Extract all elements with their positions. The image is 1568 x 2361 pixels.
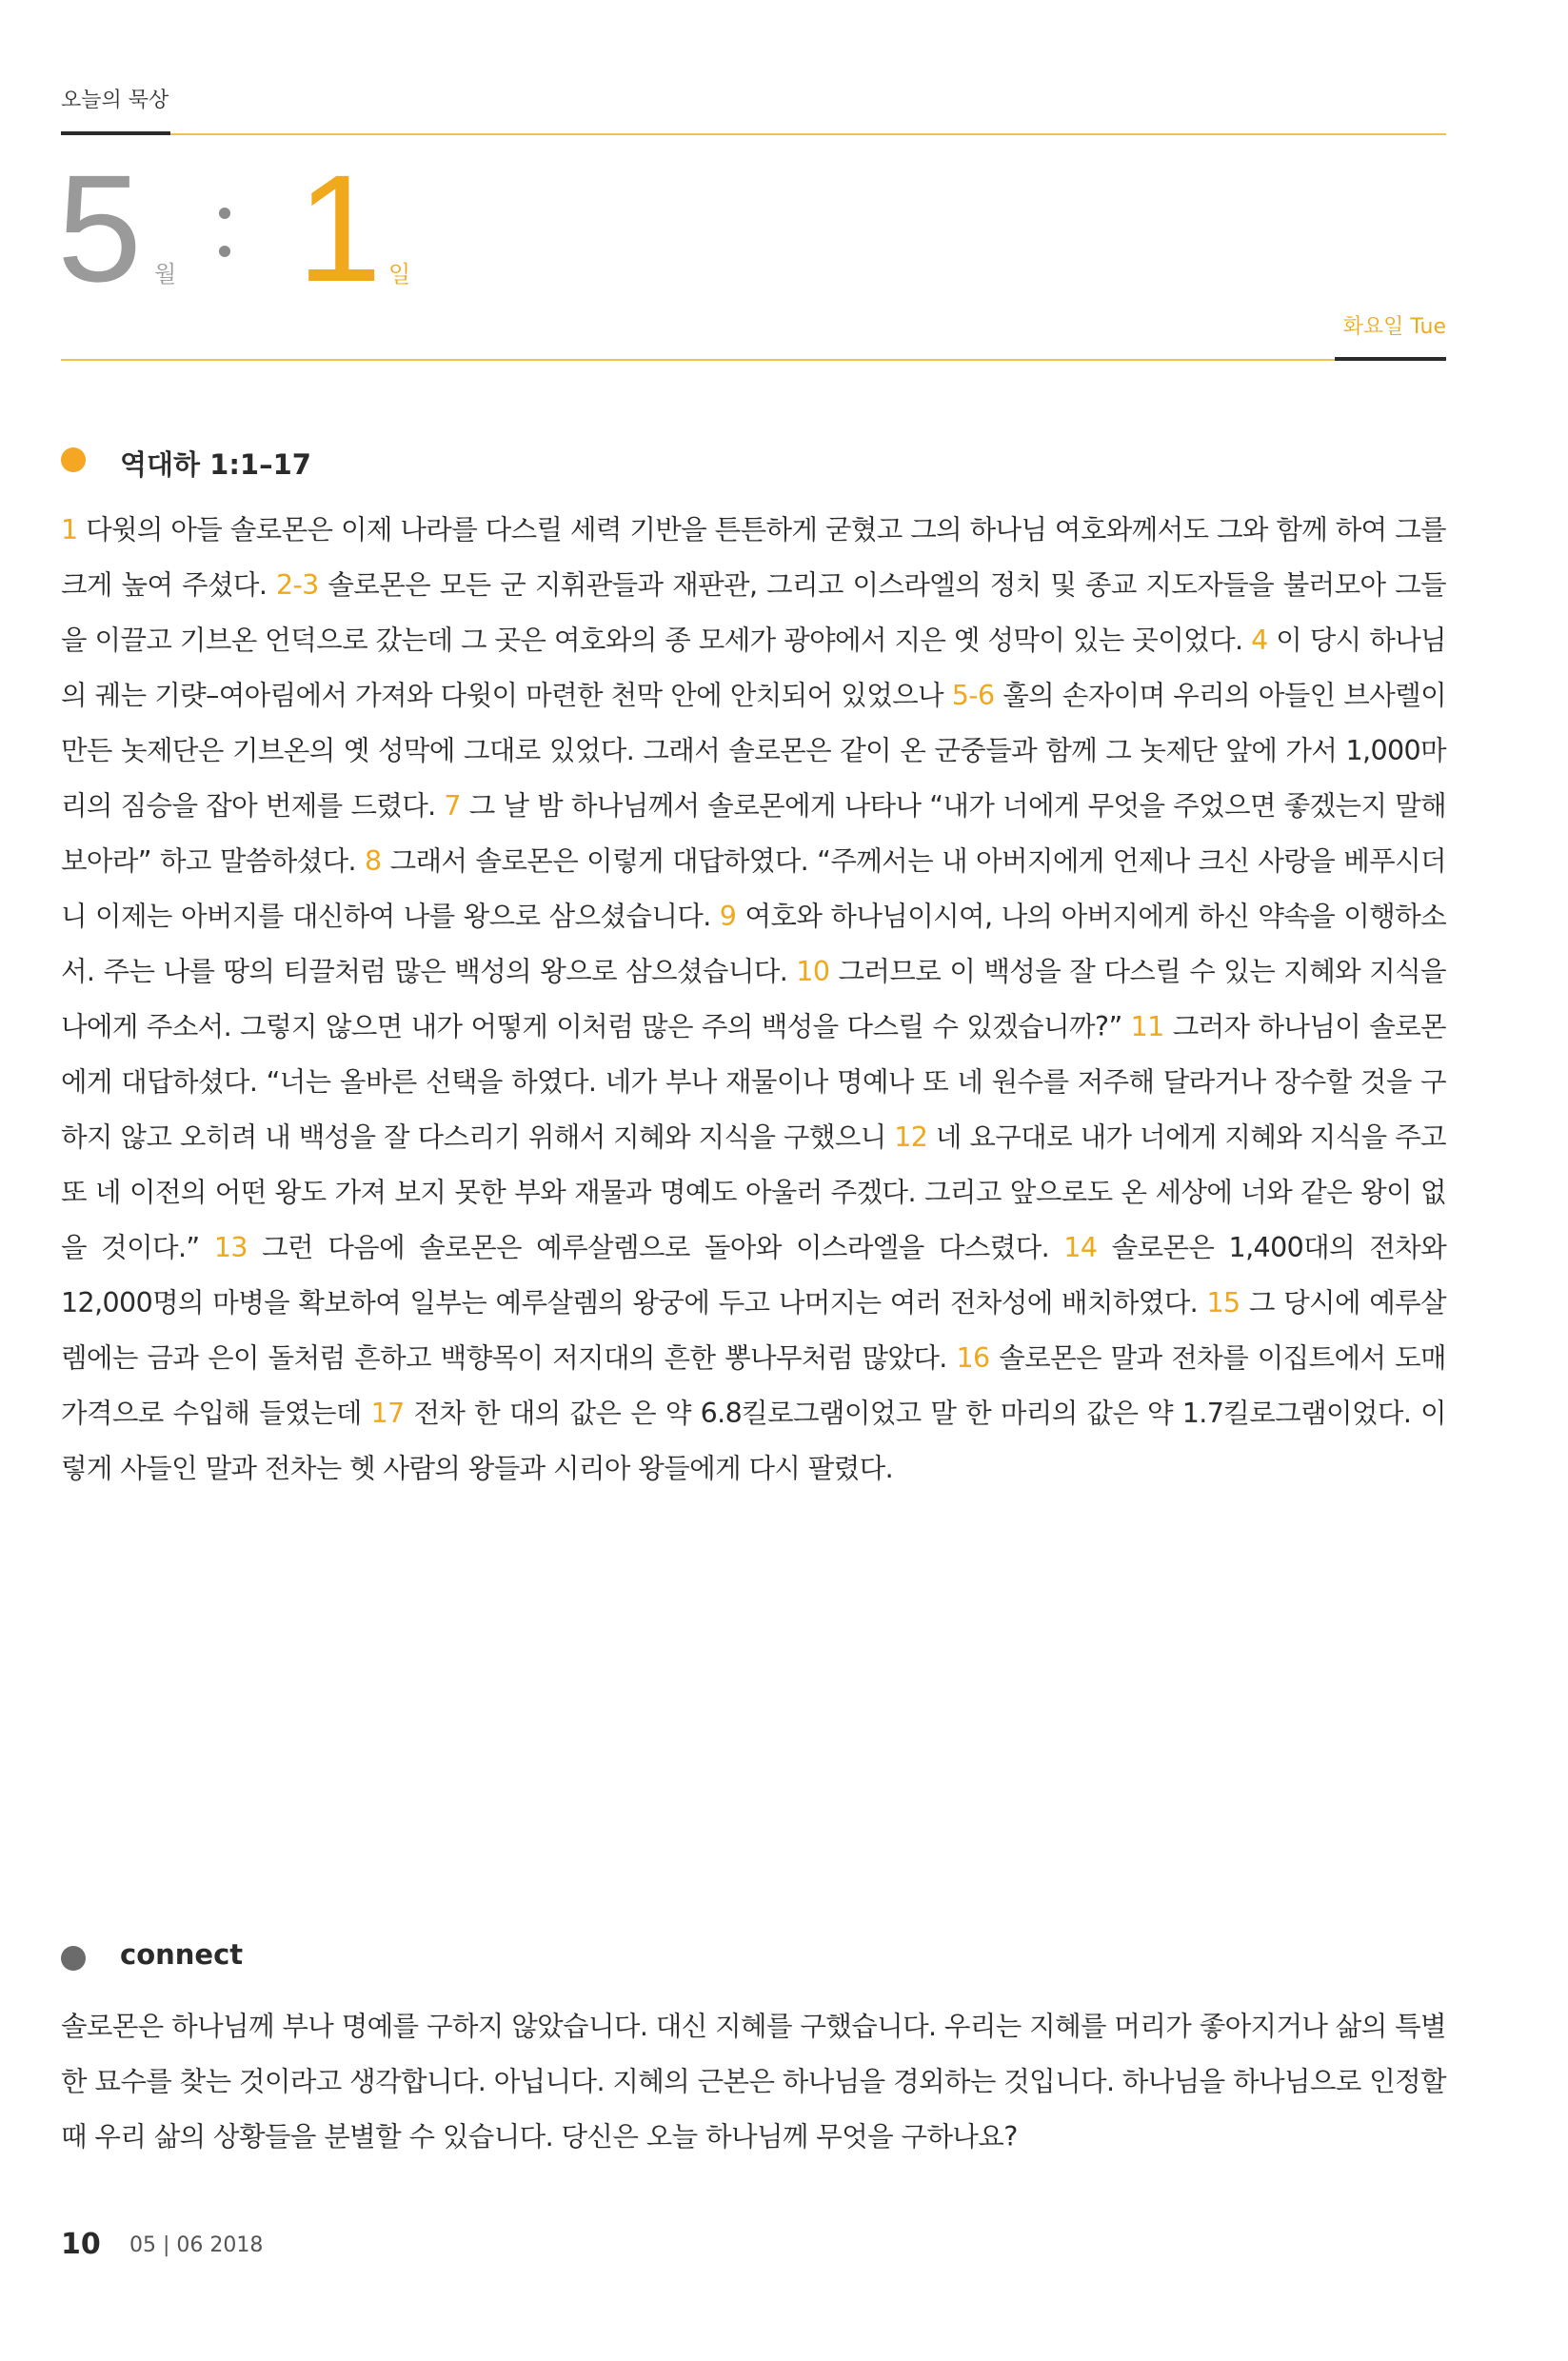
header-rule xyxy=(170,133,1446,135)
verse-number: 4 xyxy=(1251,625,1268,656)
scripture-bullet-icon xyxy=(61,447,86,472)
date-rule xyxy=(61,359,1446,361)
scripture-passage xyxy=(61,503,1446,1497)
date-month-unit: 월 xyxy=(154,261,177,288)
connect-heading: connect xyxy=(120,1938,244,1971)
page-number: 10 xyxy=(61,2228,101,2261)
verse-number: 9 xyxy=(719,901,737,932)
verse-text: 그런 다음에 솔로몬은 예루살렘으로 돌아와 이스라엘을 다스렸다. xyxy=(262,1232,1050,1263)
verse-text: 이 당시 하나님의 궤는 기럇–여아림에서 가져와 다윗이 마련한 천막 안에 안치되어 있었으나 xyxy=(61,625,1446,711)
verse-text: 솔로몬은 모든 군 지휘관들과 재판관, 그리고 이스라엘의 정치 및 종교 지도자들을 불러모아 그들을 이끌고 기브온 언덕으로 갔는데 그 곳은 여호와의 종 모세가 광야에서 지은 옛 성막이 있는 곳이었다. xyxy=(61,569,1446,656)
verse-number: 17 xyxy=(370,1398,405,1429)
verse-number: 14 xyxy=(1063,1232,1098,1263)
verse-text: 다윗의 아들 솔로몬은 이제 나라를 다스릴 세력 기반을 튼튼하게 굳혔고 그의 하나님 여호와께서도 그와 함께 하여 그를 크게 높여 주셨다. xyxy=(61,514,1446,601)
verse-text: 그 날 밤 하나님께서 솔로몬에게 나타나 “내가 너에게 무엇을 주었으면 좋겠는지 말해 보아라” 하고 말씀하셨다. xyxy=(61,790,1447,877)
verse-text: 그러자 하나님이 솔로몬에게 대답하셨다. “너는 올바른 선택을 하였다. 네가 부나 재물이나 명예나 또 네 원수를 저주해 달라거나 장수할 것을 구하지 않고 오히려 내 백성을 잘 다스리기 위해서 지혜와 지식을 구했으니 xyxy=(61,1011,1446,1153)
verse-number: 11 xyxy=(1130,1011,1164,1042)
verse-number: 1 xyxy=(61,514,78,546)
verse-text: 그러므로 이 백성을 잘 다스릴 수 있는 지혜와 지식을 나에게 주소서. 그렇지 않으면 내가 어떻게 이처럼 많은 주의 백성을 다스릴 수 있겠습니까?” xyxy=(61,956,1446,1042)
date-colon xyxy=(219,208,230,284)
verse-text: 솔로몬은 1,400대의 전차와 12,000명의 마병을 확보하여 일부는 예루살렘의 왕궁에 두고 나머지는 여러 전차성에 배치하였다. xyxy=(61,1232,1447,1319)
header-rule-accent xyxy=(61,131,170,135)
issue-date: 05 | 06 2018 xyxy=(129,2233,264,2257)
verse-text: 그 당시에 예루살렘에는 금과 은이 돌처럼 흔하고 백향목이 저지대의 흔한 뽕나무처럼 많았다. xyxy=(61,1287,1446,1374)
verse-number: 10 xyxy=(796,956,830,987)
verse-number: 13 xyxy=(213,1232,248,1263)
connect-text: 솔로몬은 하나님께 부나 명예를 구하지 않았습니다. 대신 지혜를 구했습니다. 우리는 지혜를 머리가 좋아지거나 삶의 특별한 묘수를 찾는 것이라고 생각합니다. 아닙니다. 지혜의 근본은 하나님을 경외하는 것입니다. 하나님을 하나님으로 인정할 때 우리 삶의 상황들을 분별할 수 있습니다. 당신은 오늘 하나님께 무엇을 구하나요? xyxy=(61,2011,1446,2153)
scripture-reference: 역대하 1:1–17 xyxy=(120,448,311,481)
date-rule-accent xyxy=(1335,357,1446,361)
verse-text: 네 요구대로 내가 너에게 지혜와 지식을 주고 또 네 이전의 어떤 왕도 가져 보지 못한 부와 재물과 명예도 아울러 주겠다. 그리고 앞으로도 온 세상에 너와 같은 왕이 없을 것이다.” xyxy=(61,1121,1446,1263)
verse-text: 훌의 손자이며 우리의 아들인 브사렐이 만든 놋제단은 기브온의 옛 성막에 그대로 있었다. 그래서 솔로몬은 같이 온 군중들과 함께 그 놋제단 앞에 가서 1,000마리의 짐승을 잡아 번제를 드렸다. xyxy=(61,680,1446,822)
verse-number: 7 xyxy=(444,790,461,822)
verse-number: 15 xyxy=(1206,1287,1241,1319)
verse-number: 2-3 xyxy=(275,569,319,601)
date-month: 5 xyxy=(57,143,142,313)
verse-text: 여호와 하나님이시여, 나의 아버지에게 하신 약속을 이행하소서. 주는 나를 땅의 티끌처럼 많은 백성의 왕으로 삼으셨습니다. xyxy=(61,901,1446,987)
verse-text: 전차 한 대의 값은 은 약 6.8킬로그램이었고 말 한 마리의 값은 약 1.7킬로그램이었다. 이렇게 사들인 말과 전차는 헷 사람의 왕들과 시리아 왕들에게 다시 팔렸다. xyxy=(61,1398,1446,1484)
connect-bullet-icon xyxy=(61,1946,86,1971)
verse-text: 솔로몬은 말과 전차를 이집트에서 도매 가격으로 수입해 들였는데 xyxy=(61,1342,1446,1429)
weekday: 화요일 Tue xyxy=(1342,315,1446,339)
verse-number: 5-6 xyxy=(951,680,995,711)
verse-number: 12 xyxy=(894,1121,928,1153)
verse-text: 그래서 솔로몬은 이렇게 대답하였다. “주께서는 내 아버지에게 언제나 크신 사랑을 베푸시더니 이제는 아버지를 대신하여 나를 왕으로 삼으셨습니다. xyxy=(61,845,1446,932)
verse-number: 8 xyxy=(365,845,382,877)
section-label: 오늘의 묵상 xyxy=(61,89,169,112)
verse-number: 16 xyxy=(956,1342,990,1374)
date-day: 1 xyxy=(297,143,382,313)
date-day-unit: 일 xyxy=(388,261,411,288)
